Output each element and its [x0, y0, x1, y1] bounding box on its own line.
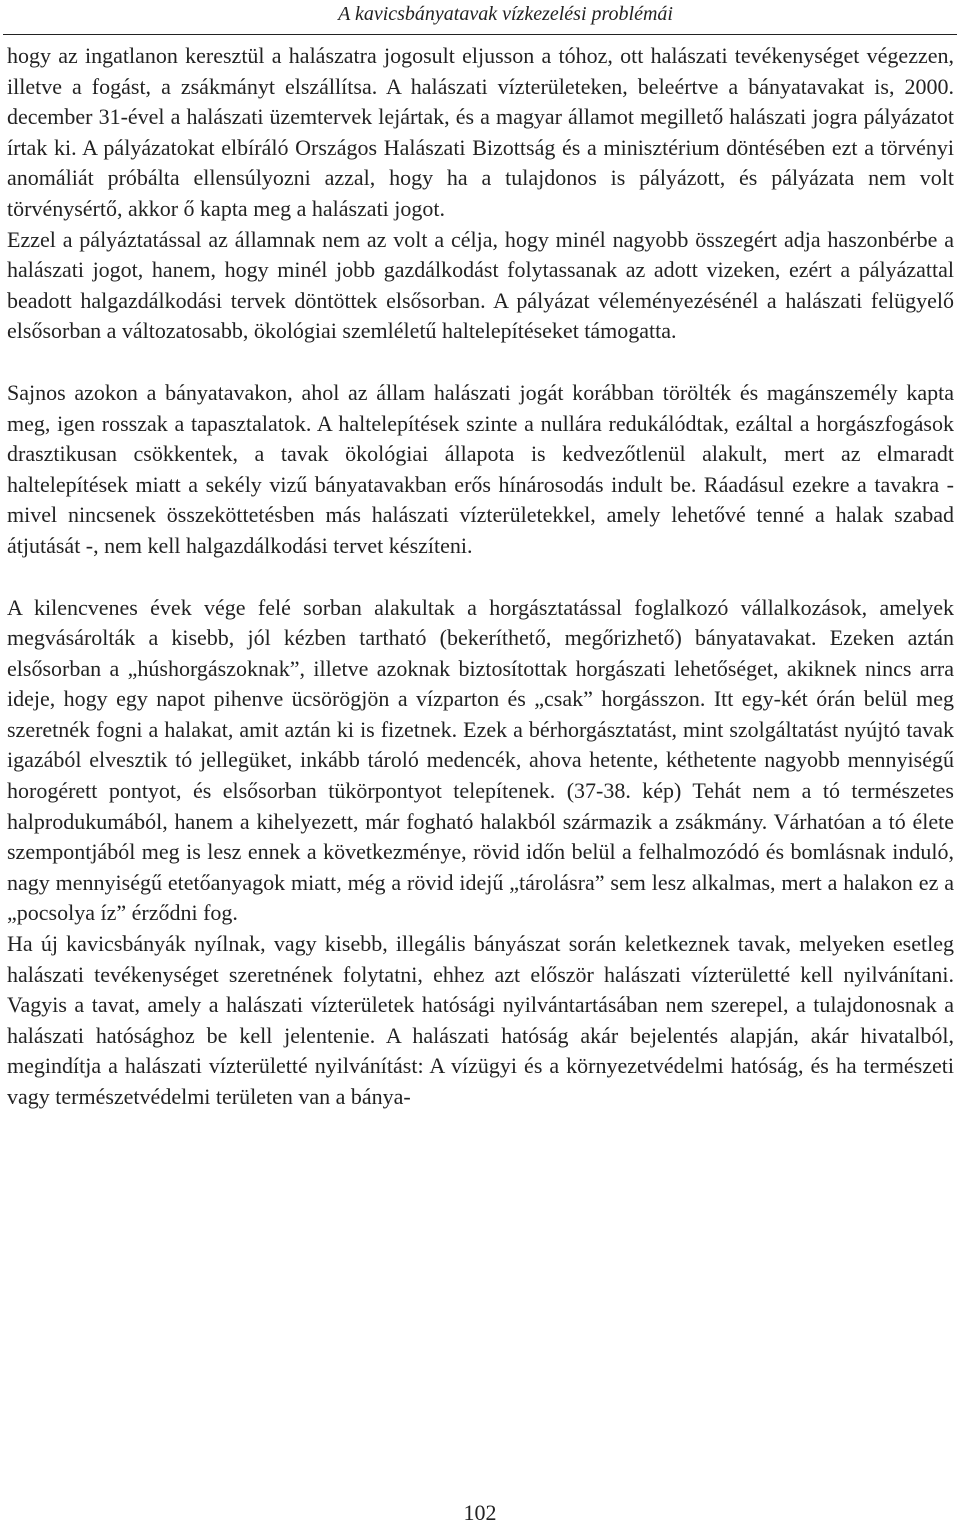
- paragraph-5: [7, 929, 954, 1113]
- header-title: A kavicsbányatavak vízkezelési problémái: [338, 3, 673, 25]
- paragraph-3: [7, 378, 954, 562]
- document-body: [7, 41, 954, 1113]
- paragraph-1: [7, 41, 954, 225]
- paragraph-text: A kilencvenes évek vége felé sorban alakultak a horgásztatással foglalkozó vállalkozások, amelyek megvásárolták a kisebb, jól kézben tartható (bekeríthető, megőrizhető) bányatavakat. Ezeken aztán elsősorban a „húshorgászoknak”, illetve azoknak biztosítottak horgászati lehetőséget, akiknek nincs arra ideje, hogy egy napot pihenve ücsörögjön a vízparton és „csak” horgásszon. Itt egy-két órán belül meg szeretnék fogni a halakat, amit aztán ki is fizetnek. Ezek a bérhorgásztatást, mint szolgáltatást nyújtó tavak igazából elvesztik tó jellegüket, inkább tároló medencék, ahova hetente, kéthetente nagyobb mennyiségű horogérett pontyot, és elsősorban tükörpontyot telepítenek. (37-38. kép) Tehát nem a tó természetes halprodukumából, hanem a kihelyezett, már fogható halakból származik a zsákmány. Várhatóan a tó élete szempontjából meg is lesz ennek a következménye, rövid időn belül a felhalmozódó és bomlásnak induló, nagy mennyiségű etetőanyagok miatt, még a rövid idejű „tárolásra” sem lesz alkalmas, mert a halakon ez a „pocsolya íz” érződni fog.: [7, 594, 954, 926]
- running-header: [0, 0, 960, 36]
- paragraph-text: Ezzel a pályáztatással az államnak nem az volt a célja, hogy minél nagyobb összegért adja haszonbérbe a halászati jogot, hanem, hogy minél jobb gazdálkodást folytassanak az adott vizeken, ezért a pályázattal beadott halgazdálkodási tervek döntöttek elsősorban. A pályázat véleményezésénél a halászati felügyelő elsősorban a változatosabb, ökológiai szemléletű haltelepítéseket támogatta.: [7, 226, 954, 344]
- header-divider: [3, 34, 957, 35]
- paragraph-text: Ha új kavicsbányák nyílnak, vagy kisebb, illegális bányászat során keletkeznek tavak, melyeken esetleg halászati tevékenységet szeretnének folytatni, ehhez azt először halászati vízterületté kell nyilvánítani. Vagyis a tavat, amely a halászati vízterületek hatósági nyilvántartásában nem szerepel, a tulajdonosnak a halászati hatósághoz be kell jelentenie. A halászati hatóság akár bejelentés alapján, akár hivatalból, megindítja a halászati vízterületté nyilvánítást: A vízügyi és a környezetvédelmi hatóság, és ha természeti vagy természetvédelmi területen van a bánya-: [7, 931, 954, 1109]
- paragraph-gap: [7, 347, 954, 378]
- paragraph-4: [7, 593, 954, 930]
- paragraph-gap: [7, 562, 954, 593]
- paragraph-2: [7, 225, 954, 347]
- paragraph-text: hogy az ingatlanon keresztül a halászatra jogosult eljusson a tóhoz, ott halászati tevékenységet végezzen, illetve a fogást, a zsákmányt elszállítsa. A halászati vízterületeken, beleértve a bányatavakat is, 2000. december 31-ével a halászati üzemtervek lejártak, és a magyar államot megillető halászati jogra pályázatot írtak ki. A pályázatokat elbíráló Országos Halászati Bizottság és a minisztérium döntésében ezt a törvényi anomáliát próbálta ellensúlyozni azzal, hogy ha a tulajdonos is pályázott, és pályázata nem volt törvénysértő, akkor ő kapta meg a halászati jogot.: [7, 43, 954, 221]
- page-number: 102: [463, 1500, 497, 1525]
- paragraph-text: Sajnos azokon a bányatavakon, ahol az állam halászati jogát korábban törölték és magánszemély kapta meg, igen rosszak a tapasztalatok. A haltelepítések szinte a nullára redukálódtak, ezáltal a horgászfogások drasztikusan csökkentek, a tavak ökológiai állapota is kedvezőtlenül alakult, mert az elmaradt haltelepítések miatt a sekély vizű bányatavakban erős hínárosodás indult be. Ráadásul ezekre a tavakra - mivel nincsenek összeköttetésben más halászati vízterületekkel, amely lehetővé tenné a halak szabad átjutását -, nem kell halgazdálkodási tervet készíteni.: [7, 379, 954, 558]
